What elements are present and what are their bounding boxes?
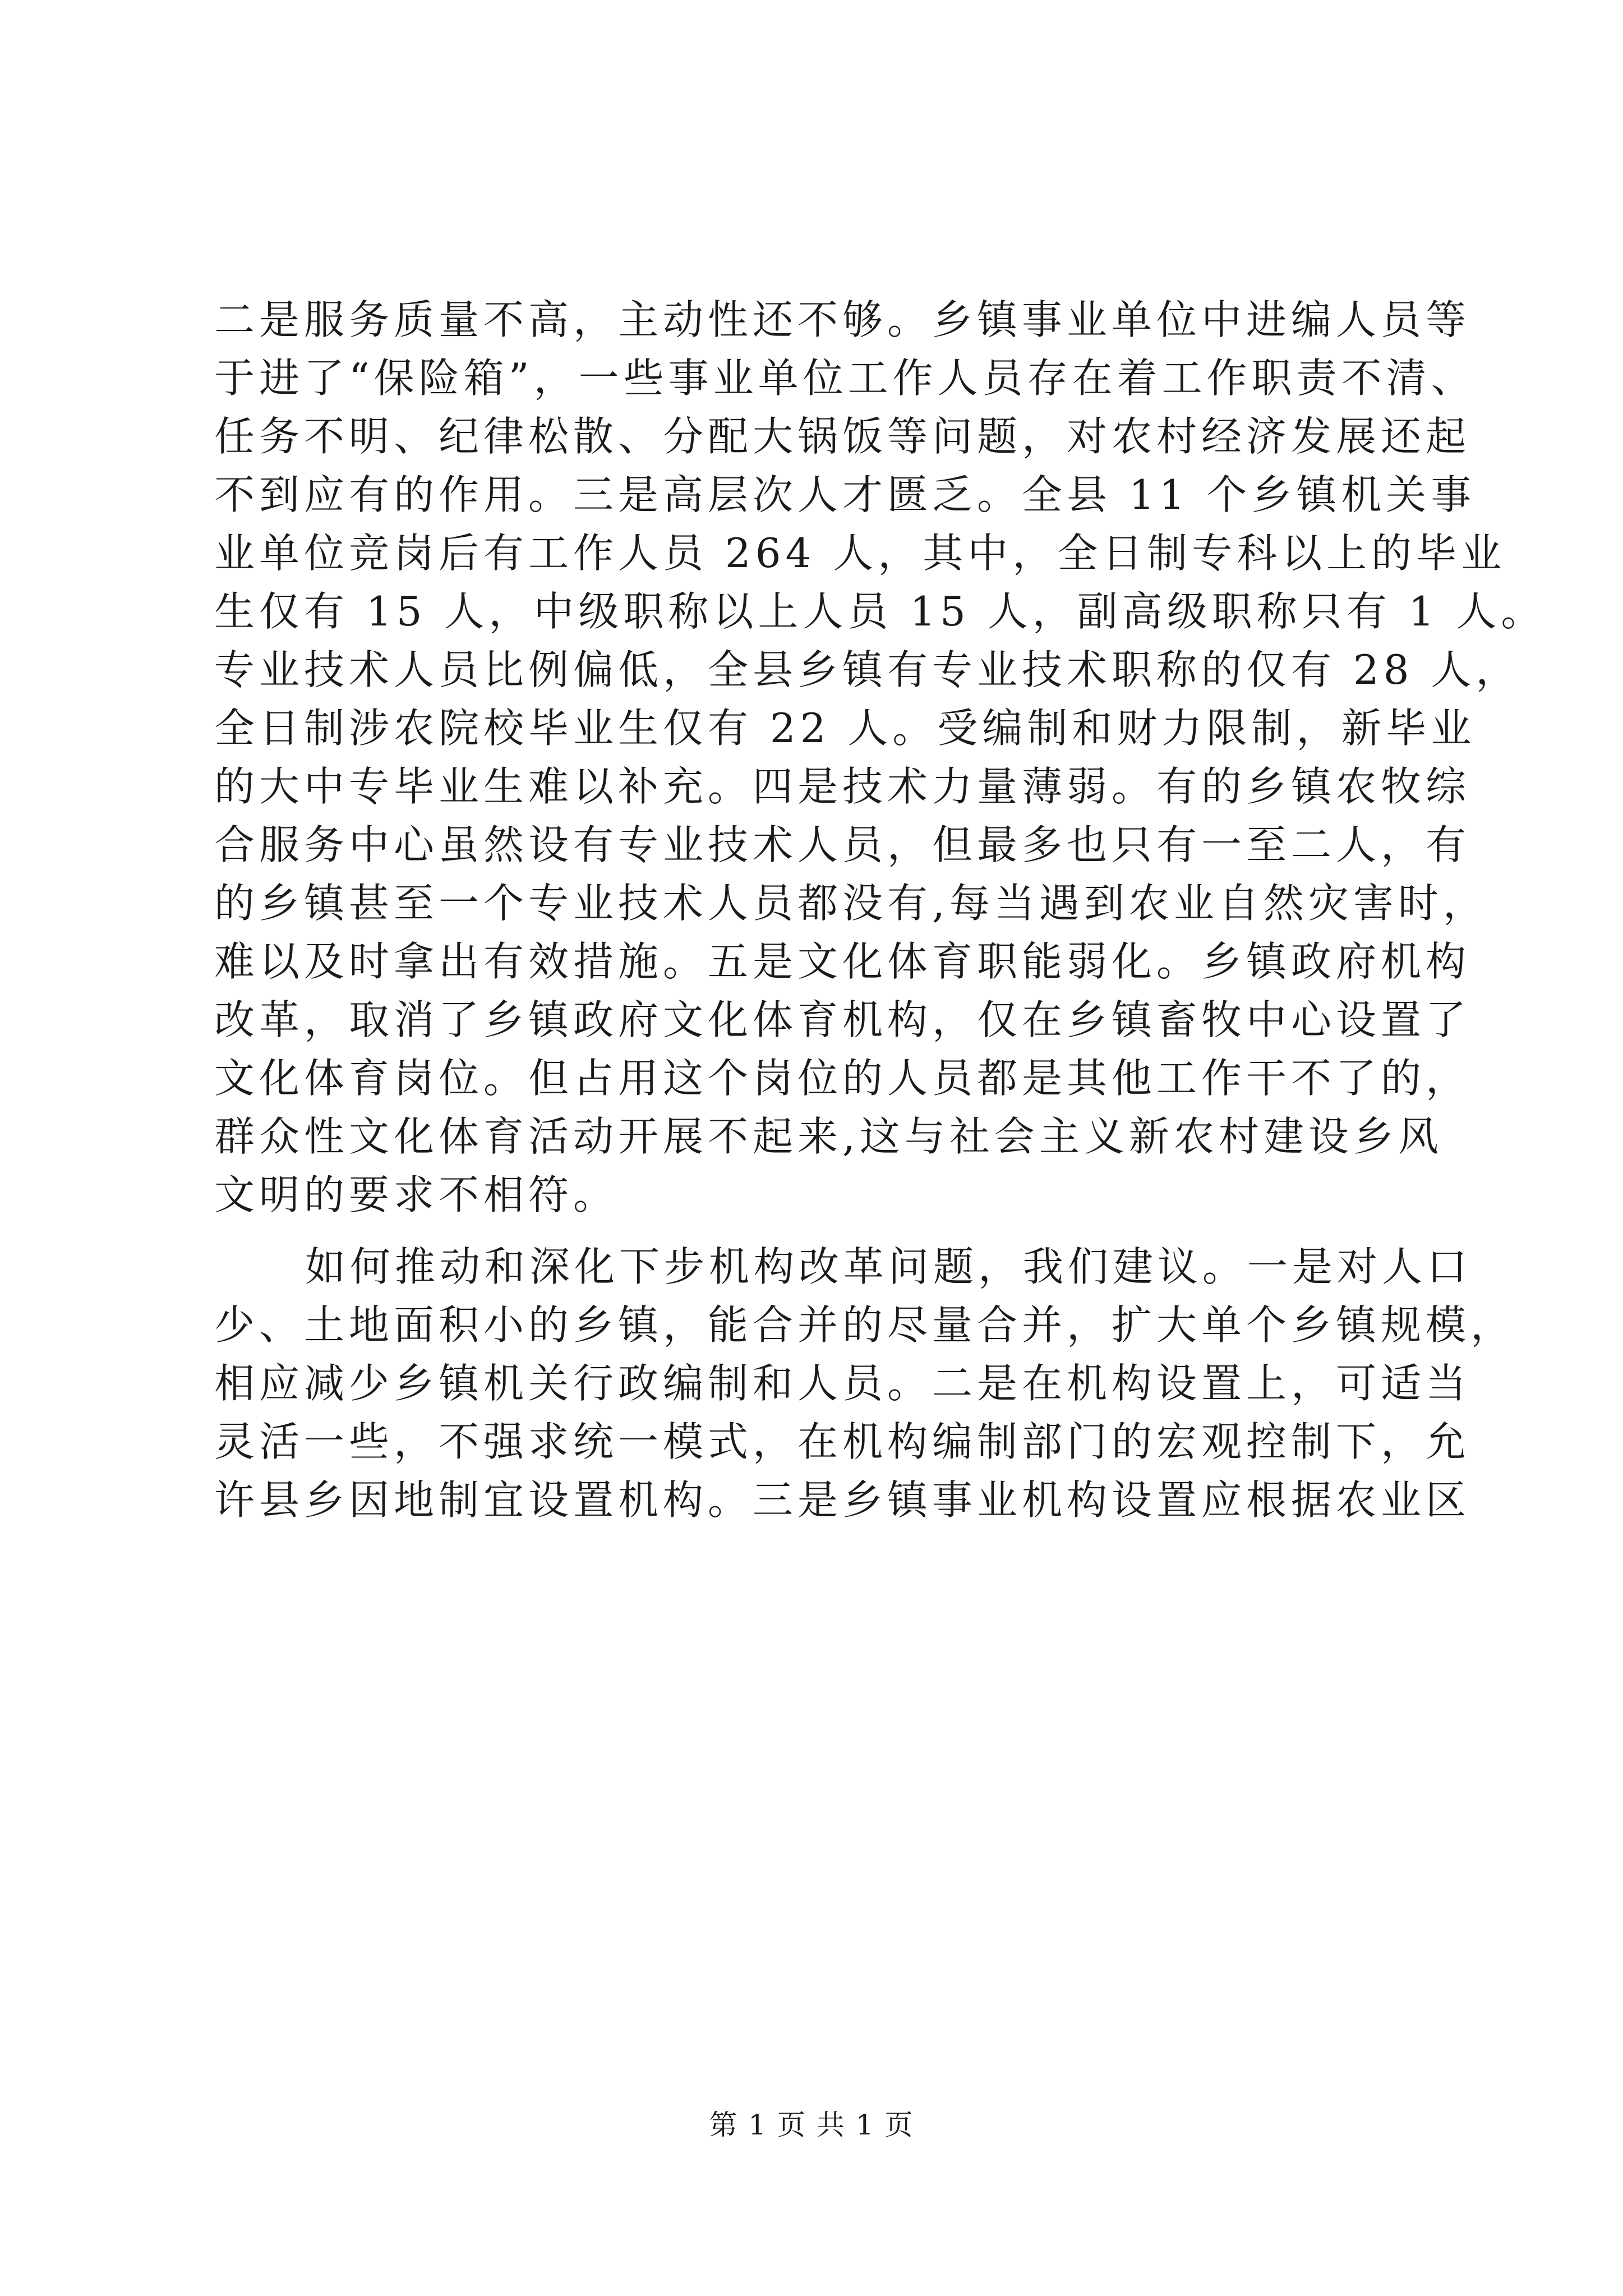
text-line: 业单位竞岗后有工作人员 264 人，其中，全日制专科以上的毕业 bbox=[214, 530, 1506, 577]
text-line: 灵活一些，不强求统一模式，在机构编制部门的宏观控制下，允 bbox=[214, 1418, 1471, 1465]
text-line: 许县乡因地制宜设置机构。三是乡镇事业机构设置应根据农业区 bbox=[214, 1476, 1471, 1524]
paragraph bbox=[214, 1237, 1516, 1529]
paragraph bbox=[214, 291, 1546, 1224]
text-line: 文明的要求不相符。 bbox=[214, 1171, 619, 1218]
text-line: 文化体育岗位。但占用这个岗位的人员都是其他工作干不了的， bbox=[214, 1055, 1471, 1102]
text-line: 难以及时拿出有效措施。五是文化体育职能弱化。乡镇政府机构 bbox=[214, 938, 1471, 985]
text-line: 改革，取消了乡镇政府文化体育机构，仅在乡镇畜牧中心设置了 bbox=[214, 996, 1471, 1043]
text-line: 群众性文化体育活动开展不起来,这与社会主义新农村建设乡风 bbox=[214, 1113, 1443, 1160]
text-line: 的大中专毕业生难以补充。四是技术力量薄弱。有的乡镇农牧综 bbox=[214, 763, 1471, 810]
text-line: 生仅有 15 人，中级职称以上人员 15 人，副高级职称只有 1 人。 bbox=[214, 588, 1546, 635]
page-footer: 第 1 页 共 1 页 bbox=[709, 2109, 914, 2141]
text-line: 合服务中心虽然设有专业技术人员，但最多也只有一至二人，有 bbox=[214, 821, 1471, 868]
body-text bbox=[214, 291, 1546, 1529]
text-line: 少、土地面积小的乡镇，能合并的尽量合并，扩大单个乡镇规模， bbox=[214, 1301, 1516, 1349]
text-line: 不到应有的作用。三是高层次人才匮乏。全县 11 个乡镇机关事 bbox=[214, 471, 1476, 518]
text-line: 的乡镇甚至一个专业技术人员都没有,每当遇到农业自然灾害时， bbox=[214, 880, 1488, 927]
text-line: 全日制涉农院校毕业生仅有 22 人。受编制和财力限制，新毕业 bbox=[214, 705, 1476, 752]
text-line: 于进了“保险箱”，一些事业单位工作人员存在着工作职责不清、 bbox=[214, 355, 1476, 402]
paragraph-gap bbox=[214, 1224, 1470, 1237]
text-line: 相应减少乡镇机关行政编制和人员。二是在机构设置上，可适当 bbox=[214, 1360, 1471, 1407]
text-line: 二是服务质量不高，主动性还不够。乡镇事业单位中进编人员等 bbox=[214, 296, 1471, 343]
text-line: 专业技术人员比例偏低，全县乡镇有专业技术职称的仅有 28 人， bbox=[214, 646, 1521, 693]
text-line: 任务不明、纪律松散、分配大锅饭等问题，对农村经济发展还起 bbox=[214, 413, 1471, 460]
text-line: 如何推动和深化下步机构改革问题，我们建议。一是对人口 bbox=[305, 1243, 1472, 1290]
